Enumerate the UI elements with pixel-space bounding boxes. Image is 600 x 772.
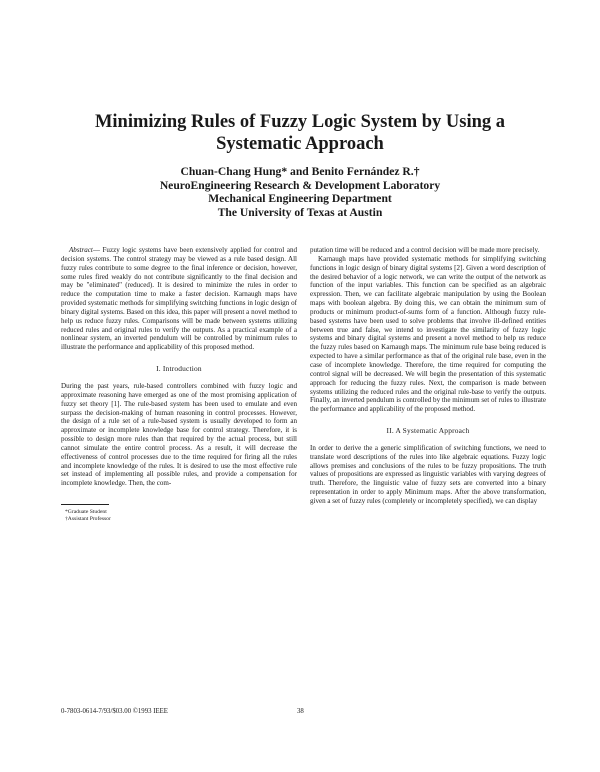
author-university: The University of Texas at Austin	[217, 205, 383, 219]
left-column	[61, 246, 297, 523]
author-names: Chuan-Chang Hung* and Benito Fernández R.†	[180, 165, 420, 178]
right-column	[310, 246, 546, 506]
ieee-identifier: 0-7803-0614-7/93/$03.00 ©1993 IEEE	[61, 708, 168, 715]
author-lab: NeuroEngineering Research & Development Laboratory	[159, 178, 441, 192]
section-heading-introduction: I. Introduction	[156, 364, 202, 374]
abstract-label: Abstract	[69, 246, 93, 254]
title-line-1: Minimizing Rules of Fuzzy Logic System by Using a	[94, 112, 506, 132]
paper-title	[60, 111, 540, 155]
footnote-graduate: *Graduate Student	[65, 509, 107, 516]
footnote-rule	[61, 504, 109, 505]
page-number: 38	[297, 708, 304, 715]
right-para-3: In order to derive the a generic simplification of switching functions, we need to translate word descriptions of the rules into like algebraic equations. Fuzzy logic allows premises and conclusions of the rules to be fuzzy propositions. The truth values of propositions are expressed as linguistic variables with varying degrees of truth. Therefore, the linguistic value of fuzzy sets are converted into a binary representation in order to apply Minimum maps. After the above transformation, given a set of fuzzy rules (completely or incompletely specified), we can display	[310, 443, 546, 505]
introduction-text: During the past years, rule-based controllers combined with fuzzy logic and approximate reasoning have emerged as one of the most promising application of fuzzy set theory [1]. The rule-based system has been used to emulate and even surpass the decision-making of human reasoning in control processes. However, the design of a rule set of a rule-based system is usually developed to form an approximate or incomplete knowledge base for control strategy. Therefore, it is possible to design more rules than that required by the actual process, but still cannot simulate the entire control process. As a result, it will decrease the effectiveness of control processes due to the time required for firing all the rules and incomplete knowledge of the rules. It is desired to use the most effective rule set instead of implementing all possible rules, and provide a compensation for incomplete knowledge. Then, the com-	[61, 381, 297, 488]
abstract	[61, 246, 297, 352]
title-line-2: Systematic Approach	[216, 134, 384, 154]
section-heading-systematic-approach: II. A Systematic Approach	[386, 426, 470, 436]
author-department: Mechanical Engineering Department	[208, 192, 392, 206]
right-para-1: putation time will be reduced and a control decision will be made more precisely.	[310, 246, 540, 254]
right-para-2: Karnaugh maps have provided systematic methods for simplifying switching functions in logic design of binary digital systems [2]. Given a word description of the desired behavior of a logic network, we can write the output of the network as function of the input variables. This function can be specified as an algebraic expression. Then, we can facilitate algebraic manipulation by using the Boolean maps with boolean algebra. By doing this, we can obtain the minimum sum of products or minimum product-of-sums form of a function. Although fuzzy rule-based systems have been used to solve problems that involve ill-defined entities between true and false, we intend to investigate the similarity of fuzzy logic systems and binary digital systems and present a novel method to help us reduce the fuzzy rules based on Karnaugh maps. The minimum rule base being reduced is expected to have a similar performance as that of the original rule base, even in the case of incomplete knowledge. Therefore, the time required for computing the control signal will be decreased. We will begin the presentation of this systematic approach for reducing the fuzzy rules. Next, the comparison is made between systems utilizing the reduced rules and the original rule-base to verify the outputs. Finally, an inverted pendulum is controlled by the minimum set of rules to illustrate the performance and applicability of the proposed method.	[310, 254, 546, 414]
footnote-professor: †Assistant Professor	[65, 516, 111, 523]
author-block	[100, 165, 500, 219]
abstract-text: — Fuzzy logic systems have been extensively applied for control and decision systems. The control strategy may be viewed as a rule based design. All fuzzy rules contribute to some degree to the final inference or decision, however, some rules fired weakly do not contribute significantly to the final decision and may be "eliminated" (reduced). It is desired to minimize the rules in order to reduce the computation time to make a faster decision. Karnaugh maps have provided systematic methods for simplifying switching functions in logic design of binary digital systems. Based on this idea, this paper will present a novel method to help us reduce fuzzy rules. Comparisons will be made between systems utilizing reduced rules and original rules to verify the outputs. As a practical example of a nonlinear system, an inverted pendulum will be controlled by minimum rules to illustrate the performance and applicability of this proposed method.	[61, 246, 297, 352]
